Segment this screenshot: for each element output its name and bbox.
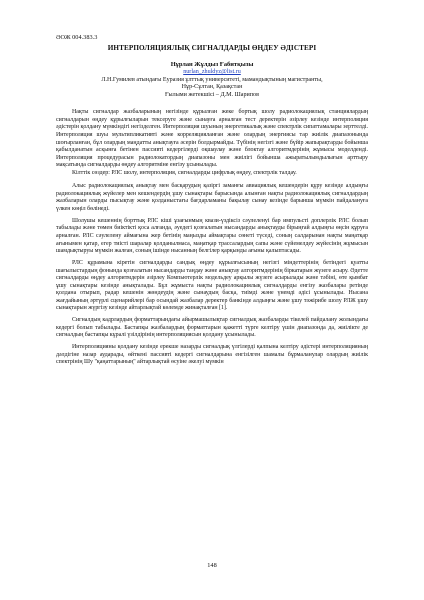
body-text xyxy=(56,183,368,367)
udc-code: ӘОЖ 004.383.3 xyxy=(56,34,98,41)
paper-title: ИНТЕРПОЛЯЦИЯЛЫҚ СИГНАЛДАРДЫ ӨҢДЕУ ӘДІСТЕРІ xyxy=(107,44,317,52)
page-number: 148 xyxy=(207,562,217,569)
paragraph-1: Алыс радиолокациялық анықтау мен басқарудың қазіргі заманғы авиациялық кешендерін құру кезінде алдыңғы радиолокациялық жүйелер мен кешендердің ұшу сынақтары барысында алынған нақты радиолокациялық сигналдардың жазбаларын оларды пысықтау және қолданыстағы бағдарламаны бақылау сынау кезінде барынша мүмкін пайдалануға үлкен көңіл бөлінеді. xyxy=(56,183,368,212)
abstract-text: Нақты сигналдар жазбаларының негізінде құрылған жеке бортық шолу радиолокациялық станциялардың сигналдарын өңдеу құрылғыларын тексеруге және сынауға арналған тест деректерін әзірлеу кезінде интерполяция әдістерін қолдану мүмкіндігі негізделген. Интерполяция шуының энергетикалық және спектрлік сипаттамалары зерттелді. Интерполяция шуы мультипликативті және корреляцияланған және олардың энергиясы тар жиілік диапазонында шоғырланған, бұл олардың маңдатты анықтауға әсерін болдырмайды. Түбінің негізгі және бүйір жапырақтарды бойынша қабылданатын асқынға бетінен пассивті кедергілерді оқшаулау және блоктау алгоритмдерінің жұмысы моделденді. Интерполяция процедурасын радиолокатордың диапазоны мен жиілігі бойынша ажыратылымдылығын арттыру мақсатында сигналдарды өңдеу алгоритміне енгізу ұсынылады. xyxy=(56,109,368,169)
affiliation-line-1: Л.Н.Гумилев атындағы Еуразия ұлттық университеті, мамандықтының магистранты, xyxy=(101,76,323,83)
paragraph-2: Шолушы кешеннің борттық РЛС кіші ұзағынмың квази-үздіксіз сәулеленуі бар импульсті доплерлік РЛС болып табылады және төмен биіктікті қоса алғанда, әуедегі қозғалатын нысандарды анықтауды бірыңғай алдыңғы өңсін құруға арналған. РЛС сәулелену аймағына жер бетінің маңызды аймақтары сөнеті түседі, соның салдарынан нақты маңатқар ағынымен қатар, егер тиісті шаралар қолданылмаса, маңатқар трассалардың сапы және сүйемелдеу жүйесінің жұмысын шамдықтыруы мүмкін жалған, соның ішінде нысанның белгілер қарқынды ағыны қалыптасады. xyxy=(56,217,368,255)
paragraph-4: Сигналдың кадрлардың форматтарындағы айырмашылықтар сигналдық жазбаларды тікелей пайдалану жолындағы кедергі болып табылады. Бастапқы жазбалардың форматтарын қажетті түрге келтіру үшін диапазонда да, жиілікте де сигналдың бастапқы кұралі үзілдірінің интерполяциясын қолдану ұсынылады. xyxy=(56,317,368,339)
keywords: Кілттік сөздер: РЛС шолу, интерполяция, сигналдарды цифрлық өңдеу, спектрлік талдау. xyxy=(72,169,297,176)
author-email-link[interactable]: nurlan_zhuldyz@list.ru xyxy=(183,69,241,75)
paragraph-3: РЛС құрамына кіретін сигналдарды сандық өңдеу құрылғысының негізгі міндеттерінің бетіндегі қуатты шағылыстардың фонында қозғалатын нысандарды таңдау және анықтау алгоритмдерінің біркатарын жүзеге асыру. Әдетте сигналдарды өңдеу алгоритмдерін әзірлеу Компьютерлік модельдеу арқылы жүзеге асырылады және тәбіні, өте қымбат ұшу сынақтары кезінде анықталады. Бұл жұмыста нақты радиолокациялық сигналдарды енгізу жазбалары ретінде қолдана отырып, радар кешенін жөндеудің және сынаудың басқа, тиімді және үнемді әдісі ұсынылады. Нысана жағдайының әртүрлі сценарийлері бар осындай жазбалар деректер банкінде алдыңғы және ұшу тәжірибе шолу РЛЖ ұшу сынақтарын жүргізу кезінде айтарлықтай көлемде жинақталған [1]. xyxy=(56,260,368,312)
affiliation-line-2: Нұр-Сұлтан, Қазақстан xyxy=(181,84,243,91)
paragraph-5: Интерполяцияны қолдану кезінде ерекше назарды сигналдық үлгілерді қалпына келтіру әдістері интерполяцияның дәлдігіне назар аударады, өйткені пассивті кедергі сигналдарына енгізілген шамалы бұрмаланулар олардың жиілік спектрінің Шу "қаңаттарының" айтарлықтай өсуіне әкелуі мүмкін xyxy=(56,344,368,366)
abstract xyxy=(56,109,368,177)
author-name: Нұрлан Жұлдыз Ғабитқызы xyxy=(170,61,254,68)
supervisor: Ғылыми жетекшісі – Д.М. Шарипов xyxy=(165,91,259,98)
